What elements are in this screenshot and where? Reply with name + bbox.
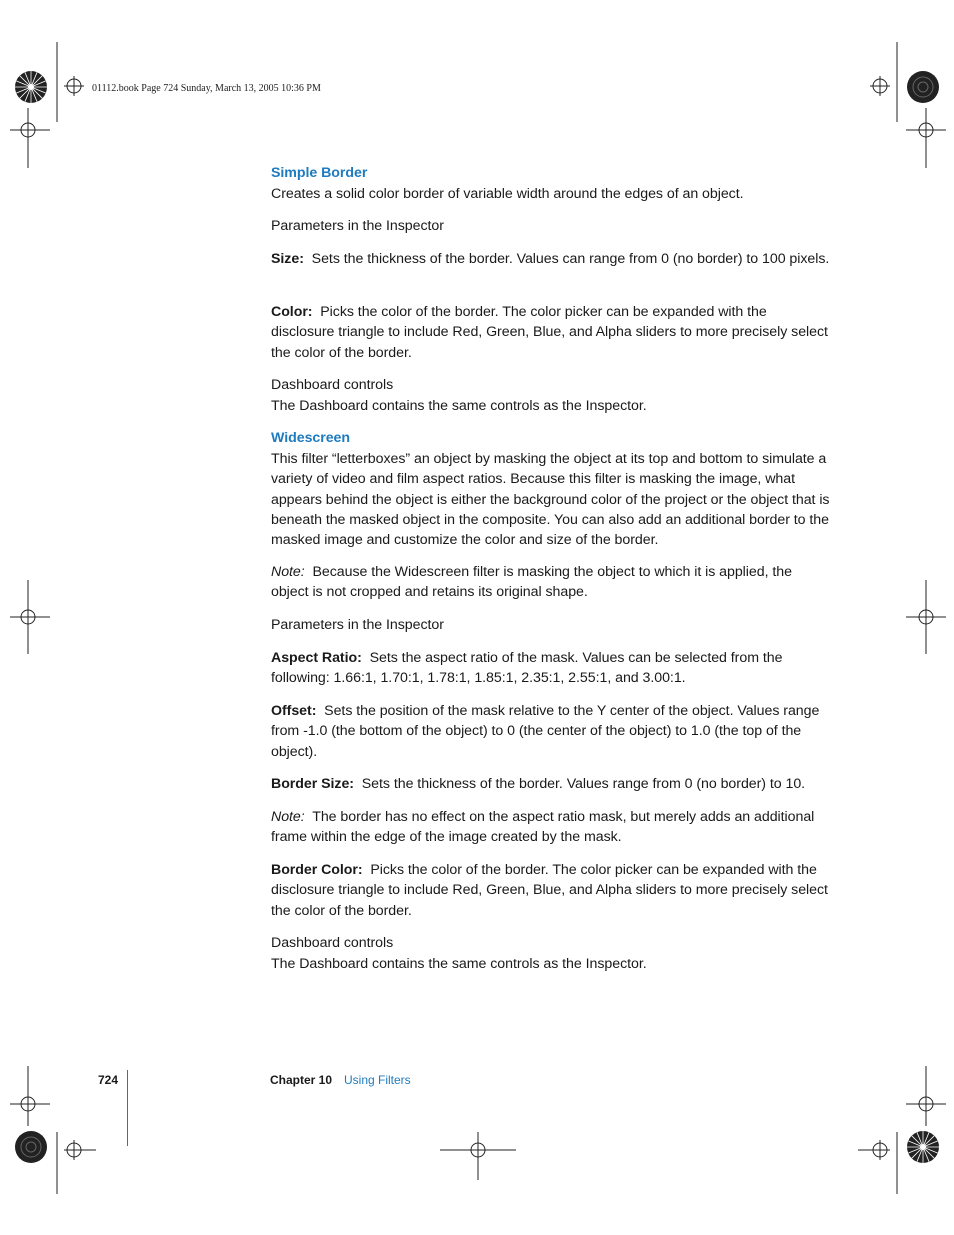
widescreen-intro: This filter “letterboxes” an object by masking the object at its top and bottom to simulate a variety of video and film aspect ratios. Because this filter is masking the image, what appears behind the object is either the background color of the project or the object that is beneath the masked object in the composite. You can also add an additional border to the masked image and customize the color and size of the border. xyxy=(271,451,830,549)
page-number: 724 xyxy=(98,1073,119,1087)
aspect-ratio-label: Aspect Ratio: xyxy=(271,650,362,666)
offset-label: Offset: xyxy=(271,703,317,719)
size-param xyxy=(271,249,831,269)
offset-param xyxy=(271,701,831,762)
footer-divider xyxy=(127,1070,128,1146)
simple-border-intro: Creates a solid color border of variable width around the edges of an object. xyxy=(271,186,744,202)
aspect-ratio-param xyxy=(271,648,831,689)
crosshair-icon xyxy=(56,1132,96,1194)
aspect-ratio-text: Sets the aspect ratio of the mask. Values can be selected from the following: 1.66:1, 1.70:1, 1.78:1, 1.85:1, 2.35:1, 2.55:1, and 3.00:1. xyxy=(271,650,783,687)
color-label: Color: xyxy=(271,304,313,320)
border-color-param xyxy=(271,860,831,921)
crosshair-icon xyxy=(906,1066,946,1126)
crosshair-icon xyxy=(906,108,946,168)
footer-chapter-title: Using Filters xyxy=(344,1073,411,1087)
color-param xyxy=(271,302,831,363)
color-text: Picks the color of the border. The color picker can be expanded with the disclosure triangle to include Red, Green, Blue, and Alpha sliders to more precisely select the color of the border. xyxy=(271,304,828,361)
crosshair-icon xyxy=(906,580,946,654)
crosshair-icon xyxy=(56,42,96,122)
border-size-param xyxy=(271,774,831,794)
section-heading-widescreen: Widescreen xyxy=(271,430,351,446)
crosshair-icon xyxy=(858,42,898,122)
note-label: Note: xyxy=(271,564,305,580)
print-slug: 01112.book Page 724 Sunday, March 13, 2005 10:36 PM xyxy=(92,83,321,94)
border-color-label: Border Color: xyxy=(271,862,363,878)
crosshair-icon xyxy=(858,1132,898,1194)
widescreen-note-2 xyxy=(271,807,831,848)
note-text: Because the Widescreen filter is masking the object to which it is applied, the object is not cropped and retains its original shape. xyxy=(271,564,792,601)
note-text: The border has no effect on the aspect ratio mask, but merely adds an additional frame within the edge of the image created by the mask. xyxy=(271,809,815,846)
simple-border-dashboard-text: The Dashboard contains the same controls as the Inspector. xyxy=(271,398,647,414)
offset-text: Sets the position of the mask relative to the Y center of the object. Values range from -1.0 (the bottom of the object) to 0 (the center of the object) to 1.0 (the top of the object). xyxy=(271,703,820,760)
registration-target-top-left xyxy=(14,70,48,104)
border-size-label: Border Size: xyxy=(271,776,354,792)
border-size-text: Sets the thickness of the border. Values range from 0 (no border) to 10. xyxy=(361,776,806,792)
widescreen-note-1 xyxy=(271,562,831,603)
simple-border-params-heading: Parameters in the Inspector xyxy=(271,218,444,234)
size-text: Sets the thickness of the border. Values can range from 0 (no border) to 100 pixels. xyxy=(311,251,830,267)
border-color-text: Picks the color of the border. The color picker can be expanded with the disclosure triangle to include Red, Green, Blue, and Alpha sliders to more precisely select the color of the border. xyxy=(271,862,828,919)
widescreen-dashboard-text: The Dashboard contains the same controls as the Inspector. xyxy=(271,956,647,972)
section-heading-simple-border: Simple Border xyxy=(271,165,368,181)
footer-chapter: Chapter 10 xyxy=(270,1073,333,1087)
crosshair-icon xyxy=(10,108,50,168)
crosshair-icon xyxy=(10,580,50,654)
crosshair-icon xyxy=(440,1132,516,1180)
widescreen-params-heading: Parameters in the Inspector xyxy=(271,617,444,633)
crosshair-icon xyxy=(10,1066,50,1126)
size-label: Size: xyxy=(271,251,304,267)
simple-border-dashboard-heading: Dashboard controls xyxy=(271,377,394,393)
note-label: Note: xyxy=(271,809,305,825)
widescreen-dashboard-heading: Dashboard controls xyxy=(271,935,394,951)
registration-target-top-right xyxy=(906,70,940,104)
registration-target-bottom-right xyxy=(906,1130,940,1164)
registration-target-bottom-left xyxy=(14,1130,48,1164)
